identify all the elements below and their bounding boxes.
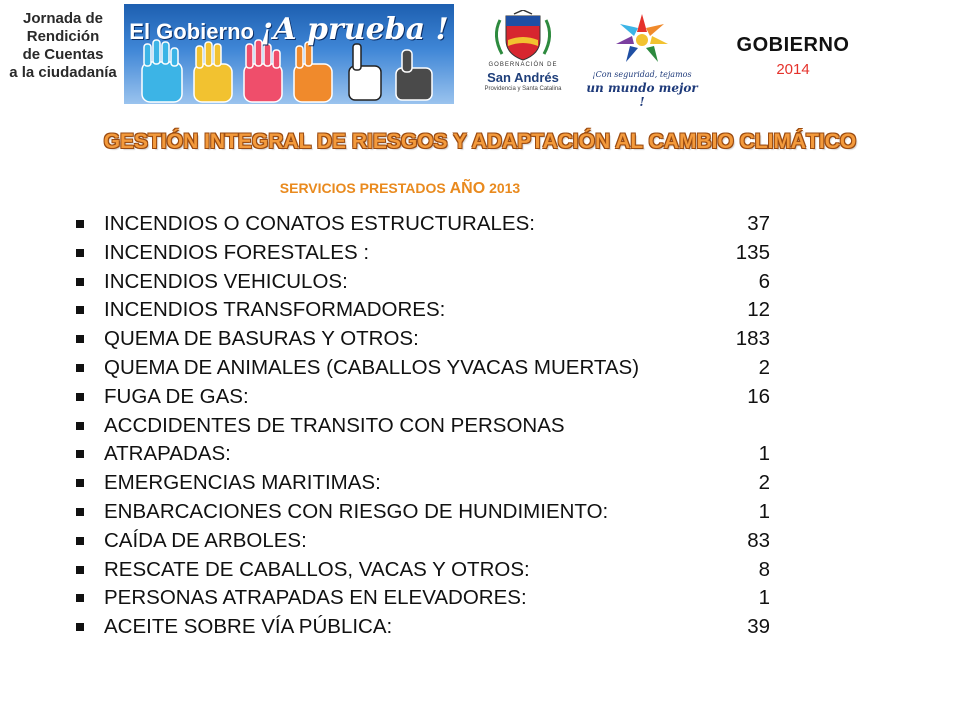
subtitle: [0, 180, 800, 198]
bullet-square-icon: [76, 566, 84, 574]
subtitle-ano: AÑO: [449, 180, 486, 197]
bullet-square-icon: [76, 450, 84, 458]
bullet-square-icon: [76, 537, 84, 545]
gobierno-year-label: [728, 34, 858, 78]
sa-sub: Providencia y Santa Catalina: [484, 86, 562, 92]
service-label: INCENDIOS VEHICULOS:: [104, 269, 348, 293]
service-value: 8: [758, 557, 770, 581]
service-label: INCENDIOS O CONATOS ESTRUCTURALES:: [104, 212, 535, 235]
pointer-hand-icon: [349, 44, 381, 100]
list-item: [76, 584, 776, 613]
list-item: [76, 469, 776, 498]
service-value: 1: [758, 586, 770, 610]
service-value: 135: [735, 240, 770, 264]
service-value: 37: [747, 212, 770, 235]
subtitle-prefix: SERVICIOS PRESTADOS: [279, 180, 446, 196]
service-label: RESCATE DE CABALLOS, VACAS Y OTROS:: [104, 557, 530, 581]
service-label: EMERGENCIAS MARITIMAS:: [104, 471, 381, 495]
bullet-square-icon: [76, 623, 84, 631]
service-value: 16: [747, 384, 770, 408]
subtitle-year: 2013: [489, 180, 521, 196]
list-item: [76, 412, 776, 441]
bullet-square-icon: [76, 594, 84, 602]
bullet-square-icon: [76, 479, 84, 487]
bullet-square-icon: [76, 335, 84, 343]
list-item: [76, 498, 776, 527]
banner-prefix: El Gobierno: [129, 19, 254, 44]
service-label: QUEMA DE ANIMALES (CABALLOS YVACAS MUERTAS): [104, 355, 640, 379]
service-value: 183: [735, 327, 770, 351]
service-label: INCENDIOS FORESTALES :: [104, 240, 370, 264]
jornada-line: Jornada de: [22, 10, 104, 27]
sa-name: San Andrés: [487, 70, 559, 85]
service-value: 39: [747, 615, 770, 639]
list-item: [76, 268, 776, 297]
mundo-mejor-logo: [586, 8, 698, 109]
mundo-line1: ¡Con seguridad, tejamos: [592, 70, 692, 79]
jornada-line: Rendición: [26, 28, 100, 45]
bullet-square-icon: [76, 508, 84, 516]
list-item: [76, 613, 776, 642]
service-label: CAÍDA DE ARBOLES:: [104, 528, 307, 552]
list-item: [76, 210, 776, 239]
hand-icon: [294, 42, 332, 102]
list-item: [76, 296, 776, 325]
gobierno-year: 2014: [776, 61, 810, 78]
bullet-square-icon: [76, 220, 84, 228]
service-value: 2: [758, 471, 770, 495]
hand-icon: [244, 40, 282, 102]
service-label: INCENDIOS TRANSFORMADORES:: [104, 298, 446, 322]
bullet-square-icon: [76, 249, 84, 257]
header: [0, 0, 960, 110]
jornada-rendicion-logo: [8, 10, 118, 100]
services-list: [76, 210, 776, 642]
list-item: [76, 354, 776, 383]
banner-a-prueba: ¡A prueba !: [260, 12, 449, 47]
thumbs-up-icon: [396, 50, 432, 100]
service-value: 6: [758, 269, 770, 293]
banner-slogan: [124, 12, 454, 47]
gobierno-title: GOBIERNO: [736, 34, 850, 56]
service-label: QUEMA DE BASURAS Y OTROS:: [104, 327, 419, 351]
service-value: 1: [758, 442, 770, 466]
bullet-square-icon: [76, 393, 84, 401]
gobierno-a-prueba-banner: [124, 4, 454, 104]
page-title: GESTIÓN INTEGRAL DE RIESGOS Y ADAPTACIÓN AL CAMBIO CLIMÁTICO: [103, 130, 857, 153]
list-item: [76, 556, 776, 585]
service-label: ATRAPADAS:: [104, 442, 231, 466]
hand-icon: [194, 42, 232, 102]
hand-icon: [142, 40, 182, 102]
jornada-line: a la ciudadanía: [9, 64, 117, 81]
coat-of-arms-icon: [478, 10, 568, 62]
bullet-square-icon: [76, 364, 84, 372]
bullet-square-icon: [76, 422, 84, 430]
service-label: PERSONAS ATRAPADAS EN ELEVADORES:: [104, 586, 527, 610]
service-value: 2: [758, 355, 770, 379]
mundo-line2: un mundo mejor !: [586, 81, 698, 109]
service-label: ACCDIDENTES DE TRANSITO CON PERSONAS: [104, 413, 565, 437]
service-label: ACEITE SOBRE VÍA PÚBLICA:: [104, 615, 393, 639]
list-item: [76, 239, 776, 268]
list-item: [76, 325, 776, 354]
service-label: FUGA DE GAS:: [104, 384, 249, 408]
service-label: ENBARCACIONES CON RIESGO DE HUNDIMIENTO:: [104, 499, 609, 523]
service-value: 1: [758, 499, 770, 523]
bullet-square-icon: [76, 278, 84, 286]
list-item: [76, 440, 776, 469]
sun-burst-icon: [586, 8, 698, 68]
list-item: [76, 527, 776, 556]
jornada-line: de Cuentas: [22, 46, 104, 63]
list-item: [76, 383, 776, 412]
service-value: 83: [747, 528, 770, 552]
bullet-square-icon: [76, 306, 84, 314]
gobernacion-san-andres-logo: [478, 10, 568, 106]
service-value: 12: [747, 298, 770, 322]
sa-gobernacion: GOBERNACIÓN DE: [488, 62, 558, 68]
